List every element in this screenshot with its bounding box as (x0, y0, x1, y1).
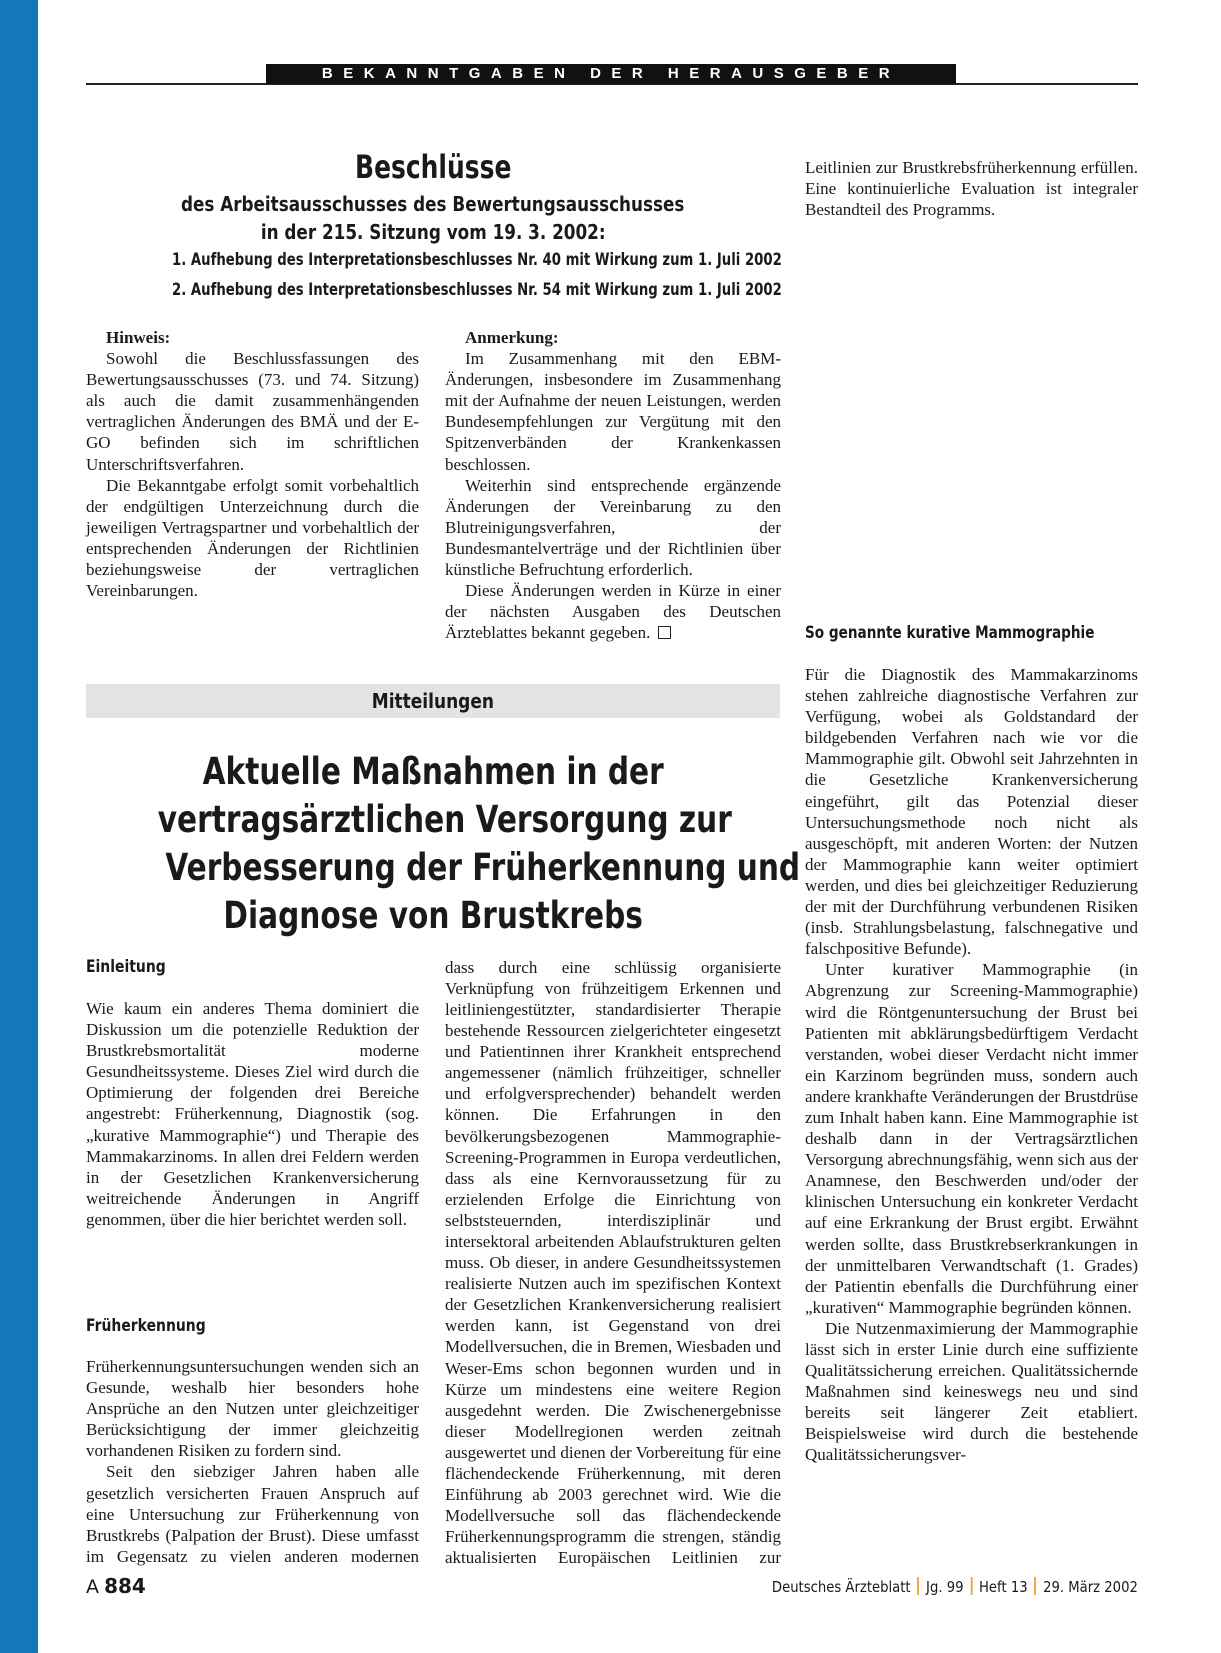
frueherkennung-paragraph-2: Seit den siebziger Jahren haben alle gesetzlich versicherten Frauen Anspruch auf eine Untersuchung zur Früherkennung von Brustkrebs (Palpation der Brust). Diese umfasst im Gegensatz zu vielen anderen modernen (86, 1462, 419, 1566)
beschluesse-subtitle-1: des Arbeitsausschusses des Bewertungsausschusses (181, 192, 685, 216)
hinweis-paragraph-1: Sowohl die Beschlussfassungen des Bewertungsausschusses (73. und 74. Sitzung) als auch die damit zusammenhängenden vertraglichen Änderungen des BMÄ und der E-GO befinden sich im schriftlichen Unterschriftsverfahren. (86, 349, 419, 474)
footer-issue: Heft 13 (979, 1578, 1028, 1596)
beschluesse-item-1: 1. Aufhebung des Interpretationsbeschlusses Nr. 40 mit Wirkung zum 1. Juli 2002 (172, 250, 782, 270)
kurativ-paragraph-2: Unter kurativer Mammographie (in Abgrenzung zur Screening-Mammographie) wird die Röntgenuntersuchung der Brust bei Patienten mit abklärungsbedürftigem Verdacht verstanden, wobei dieser Verdacht nicht immer ein Karzinom begründen muss, sondern auch andere krankhafte Veränderungen der Brustdrüse zum Inhalt haben kann. Eine Mammographie ist deshalb dann in der Vertragsärztlichen Versorgung abrechnungsfähig, wenn sich aus der Anamnese, den Beschwerden und/oder der klinischen Untersuchung ein konkreter Verdacht auf eine Erkrankung der Brust ergibt. Erwähnt werden sollte, dass Brustkrebserkrankungen in der unmittelbaren Verwandtschaft (1. Grades) der Patientin ebenfalls die Durchführung einer „kurativen“ Mammographie begründen können. (805, 960, 1138, 1317)
frueherkennung-col-1 (86, 1356, 419, 1568)
heading-einleitung: Einleitung (86, 957, 166, 977)
mitteilungen-band: Mitteilungen (86, 684, 780, 718)
frueherkennung-paragraph-1: Früherkennungsuntersuchungen wenden sich an Gesunde, weshalb hier besonders hohe Ansprüche an den Nutzen unter gleichzeitiger Berücksichtigung der immer gleichzeitig vorhandenen Risiken zu fordern sind. (86, 1357, 419, 1461)
article-title-line-1: Aktuelle Maßnahmen in der (202, 750, 664, 793)
article-title (86, 748, 801, 940)
hinweis-section (86, 327, 419, 601)
page-prefix: A (86, 1576, 99, 1598)
footer-journal: Deutsches Ärzteblatt (772, 1578, 911, 1596)
beschluesse-item-2: 2. Aufhebung des Interpretationsbeschlusses Nr. 54 mit Wirkung zum 1. Juli 2002 (172, 280, 782, 300)
anmerkung-paragraph-3: Diese Änderungen werden in Kürze in einer der nächsten Ausgaben des Deutschen Ärzteblattes bekannt gegeben. (445, 581, 781, 643)
anmerkung-paragraph-1: Im Zusammenhang mit den EBM-Änderungen, insbesondere im Zusammenhang mit der Aufnahme der neuen Leistungen, werden Bundesempfehlungen zur Vergütung mit den Spitzenverbänden der Krankenkassen beschlossen. (445, 349, 781, 474)
end-of-article-box-icon (658, 626, 671, 639)
anmerkung-section (445, 327, 781, 643)
heading-frueherkennung: Früherkennung (86, 1316, 206, 1336)
page-number (86, 1574, 146, 1600)
kurativ-paragraph-3: Die Nutzenmaximierung der Mammographie lässt sich in erster Linie durch eine suffiziente Qualitätssicherung erreichen. Qualitätssichernde Maßnahmen sind keineswegs neu und sind bereits seit längerer Zeit etabliert. Beispielsweise wird durch die bestehende Qualitätssicherungsver- (805, 1318, 1138, 1465)
page-number-value: 884 (104, 1574, 146, 1598)
einleitung-section (86, 998, 419, 1230)
anmerkung-label: Anmerkung: (465, 328, 559, 347)
hinweis-label: Hinweis: (106, 328, 171, 347)
beschluesse-title: Beschlüsse (354, 148, 512, 186)
frueherkennung-paragraph-2-cont-2: Leitlinien zur Brustkrebsfrüherkennung erfüllen. Eine kontinuierliche Evaluation ist integraler Bestandteil des Programms. (805, 157, 1138, 219)
frueherkennung-paragraph-2-cont: dass durch eine schlüssig organisierte Verknüpfung von frühzeitigem Erkennen und leitliniengestützter, standardisierter Therapie bestehende Ressourcen zielgerichteter eingesetzt und Patientinnen ihrer Krankheit entsprechend angemessener (nämlich frühzeitiger, schneller und erfolgversprechender) behandelt werden können. Die Erfahrungen in den bevölkerungsbezogenen Mammographie-Screening-Programmen in Europa verdeutlichen, dass als eine Kernvoraussetzung für zu erzielenden Erfolge die Einrichtung von selbststeuernden, interdisziplinär und intersektoral arbeitenden Ablaufstrukturen gelten muss. Ob dieser, in andere Gesundheitssystemen realisierte Nutzen auch im spezifischen Kontext der Gesetzlichen Krankenversicherung realisiert werden kann, ist Gegenstand von drei Modellversuchen, die in Bremen, Wiesbaden und Weser-Ems schon begonnen wurden und in Kürze um mindestens eine weitere Region ausgedehnt werden. Die Zwischenergebnisse dieser Modellregionen werden zeitnah ausgewertet und dienen der Vorbereitung für eine flächendeckende Früherkennung, mit deren Einführung ab 2003 gerechnet wird. Wie die Modellversuche soll das flächendeckende Früherkennungsprogramm die strengen, ständig aktualisierten Europäischen Leitlinien zur (445, 957, 781, 1568)
beschluesse-heading (86, 148, 780, 310)
heading-kurative-mammographie: So genannte kurative Mammographie (805, 623, 1095, 643)
section-header: BEKANNTGABEN DER HERAUSGEBER (266, 64, 956, 84)
kurativ-section (805, 664, 1138, 1466)
frueherkennung-col-3 (805, 157, 1138, 579)
anmerkung-paragraph-2: Weiterhin sind entsprechende ergänzende Änderungen der Vereinbarung zu den Blutreinigungsverfahren, der Bundesmantelverträge und der Richtlinien über künstliche Befruchtung erforderlich. (445, 475, 781, 580)
footer-separator (918, 1577, 920, 1595)
footer-volume: Jg. 99 (926, 1578, 964, 1596)
footer-separator (1035, 1577, 1037, 1595)
footer-date: 29. März 2002 (1043, 1578, 1138, 1596)
article-title-line-2: vertragsärztlichen Versorgung zur (157, 798, 732, 841)
footer-journal-info (722, 1574, 1138, 1600)
hinweis-paragraph-2: Die Bekanntgabe erfolgt somit vorbehaltlich der endgültigen Unterzeichnung durch die jeweiligen Vertragspartner und vorbehaltlich der entsprechenden Änderungen der Richtlinien beziehungsweise der vertraglichen Vereinbarungen. (86, 475, 419, 601)
beschluesse-subtitle-2: in der 215. Sitzung vom 19. 3. 2002: (260, 220, 606, 244)
left-color-bar (0, 0, 38, 1653)
kurativ-paragraph-1: Für die Diagnostik des Mammakarzinoms stehen zahlreiche diagnostische Verfahren zur Verfügung, wobei als Goldstandard der bildgebenden Verfahren nach wie vor die Mammographie gilt. Obwohl seit Jahrzehnten in die Gesetzliche Krankenversicherung eingeführt, gilt das Potenzial dieser Untersuchungsmethode noch nicht als ausgeschöpft, mit anderen Worten: der Nutzen der Mammographie kann weiter optimiert werden, und dies bei gleichzeitiger Reduzierung der mit der Durchführung verbundenen Risiken (insb. Strahlungsbelastung, falschnegative und falschpositive Befunde). (805, 665, 1138, 959)
einleitung-paragraph: Wie kaum ein anderes Thema dominiert die Diskussion um die potenzielle Reduktion der Brustkrebsmortalität moderne Gesundheitssysteme. Dieses Ziel wird durch die Optimierung der folgenden drei Bereiche angestrebt: Früherkennung, Diagnostik (sog. „kurative Mammographie“) und Therapie des Mammakarzinoms. In allen drei Feldern werden in der Gesetzlichen Krankenversicherung weitreichende Änderungen in Angriff genommen, über die hier berichtet werden soll. (86, 999, 419, 1229)
footer-separator (970, 1577, 972, 1595)
article-title-line-3: Verbesserung der Früherkennung und (165, 846, 801, 889)
frueherkennung-col-2 (445, 957, 781, 1569)
article-title-line-4: Diagnose von Brustkrebs (223, 894, 643, 937)
